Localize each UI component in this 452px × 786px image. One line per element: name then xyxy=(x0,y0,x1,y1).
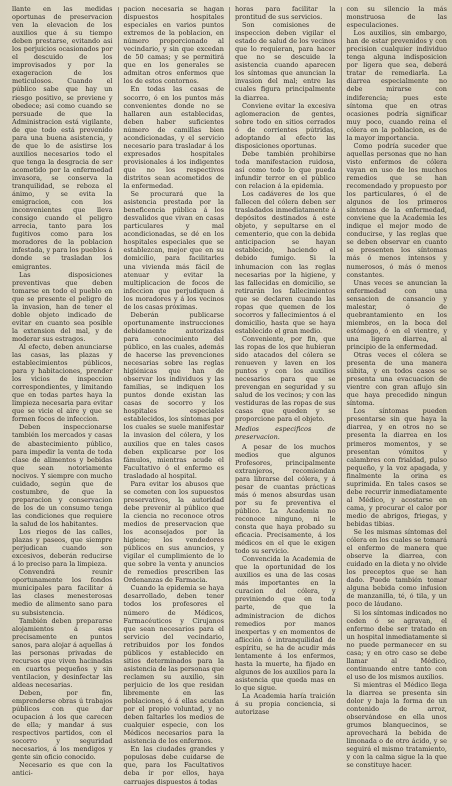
paragraph: Los riegos de las calles, plazas y paseos, que siempre perjudican cuando son excesivos, deberán reducirse á lo preciso para la limpieza. xyxy=(12,528,113,569)
paragraph: Si los síntomas indicados no ceden ó se agravan, el enfermo debe ser tratado en un hospital inmediatamente si no puede permanecer en su casa; y en otro caso se debe llamar al Médico, continuando entre tanto con el uso de los mismos auxilios. xyxy=(346,608,447,681)
paragraph: Deben inspeccionarse también los mercados y casas de abastecimiento público, para impedir la venta de toda clase de alimentos y bebidas que sean notoriamente nocivos. Y siempre con mucho cuidado, según que de costumbre, de que la preparacion y conservacion de los de un consumo tenga las condiciones que requiere la salud de los habitantes. xyxy=(12,423,113,528)
paragraph: Debe también prohibirse toda manifestacion ruidosa, así como todo lo que pueda infundir terror en el público con relacion á la epidemia. xyxy=(235,149,336,191)
paragraph: pacion necesaria se hagan dispuestos hospitales especiales en varios puntos extremos de la poblacion, en número proporcionado al vecindario, y sin que excedan de 50 camas; y se permitirá que en los generales se admitan otros enfermos que los de estos contornos. xyxy=(123,5,224,86)
column-divider xyxy=(118,7,119,640)
paragraph: Los cadáveres de los que fallecen del cólera deben ser trasladados inmediatamente á depósitos destinados á este objeto, y sepultarse en el cementerio, que con la debida anticipacion se hayan establecido, haciendo el debido fumigo. Si la inhumacion con las reglas necesarias por la higiene, y las fallecidas en domicilio, se retirarán los fallecimientos que se declaren cuando las ropas que quemen de los socorros y fallecimientos á el domicilio, hasta que se haya establecido el gran medio. xyxy=(235,190,336,335)
paragraph: Para evitar los abusos que se cometen con los supuestos preservativos, la autoridad debe prevenir al público que la ciencia no reconoce otros medios de preservacion que los aconsejados por la higiene; los vendedores públicos en sus anuncios, y vigilar el cumplimiento de lo que sobre la venta y anuncios de remedios prescriben las Ordenanzas de Farmacia. xyxy=(123,479,224,585)
section-heading: Medios especificos de preservacion. xyxy=(235,425,336,442)
paragraph: Convendrá reunir oportunamente los fondos municipales para facilitar á las clases menesterosas medio de alimento sano para su subsistencia. xyxy=(12,568,113,617)
paragraph: También deben prepararse alojamientos á esas precisamente en puntos sanos, para alojar á aquellas á las personas privadas de recursos que viven hacinadas en cuartos pequeños y sin ventilacion, y desinfectar las aldeas necesarias. xyxy=(12,616,113,689)
paragraph: Al efecto, deben anunciarse las casas, las plazas y establecimientos públicos, para y habitaciones, prender los vicios de inspeccion correspondientes, y limitando que en todas partes haya la limpieza necesaria para evitar que se vicie el aire y que se formen focos de infeccion. xyxy=(12,342,113,424)
paragraph: Conveniente, por fin, que las ropas de los que hubieran sido atacados del cólera se renueven y laven en los puntos y con los auxilios necesarios para que se prevengan en seguridad y su salud de los vecinos; y con las vestiduras de las ropas de sus casas que queden y se proporcione para el objeto. xyxy=(235,334,336,424)
text-column-1 xyxy=(12,5,113,778)
text-column-4 xyxy=(346,5,448,770)
paragraph: Como podría suceder que aquellas personas que no han visto enfermos de cólera vayan en uso de los muchos remedios que se han recomendado y propuesto por los particulares, ó el de algunos de los primeros síntomas de la enfermedad, conviene que la Academia les indique el mejor modo de conducirse, y las reglas que se deben observar en cuanto se presenten los síntomas más ó menos intensos y numerosos, ó más ó menos constantes. xyxy=(346,141,447,279)
paragraph: llante en las medidas oportunas de preservacion ven la elevacion de los auxilios que á su tiempo deben prestarse, evitando asi los perjuicios ocasionados por el descuido de los improvisados y por la exageracion de los meticulosos. Cuando el público sabe que hay un riesgo positivo, se previene y obedece; asi como cuando se persuade de que la Administracion está vigilante, de que todo está prevenido para una buena asistencia, y de que lo de asistirse los auxilios necesarios todo el que tenga la desgracia de ser acometido por la enfermedad invasora, se conserva la tranquilidad, se reboza el ánimo, y se evita la emigracion, con los inconvenientes que lleva consigo cuando el peligro arrecia, tanto para los fugitivos como para los moradores de la poblacion infestada, y para los pueblos á donde se trasladan los emigrantes. xyxy=(12,5,113,271)
text-column-2 xyxy=(123,5,225,786)
paragraph: A pesar de los muchos medios que algunos Profesores, principalmente extranjeros, recomiendan para librarse del cólera, y á pesar de cuantas prácticas más ó menos absurdas usan por su fe preventiva el público. La Academia no reconoce ninguno, ni le consta que haya probado su eficacia. Precisamente, á los médicos en el que le exigen todo su servicio. xyxy=(235,442,336,556)
paragraph: Los auxilios, sin embargo, han de estar prevenidos y con precision cualquier individuo tenga alguna indisposicion por ligera que sea, deberá tratar de remediarla. La diarrea especialmente no debe mirarse con indiferencia; pues este síntoma que en otras ocasiones podría significar muy poco, cuando reina el cólera en la poblacion, es de la mayor importancia. xyxy=(346,29,447,142)
text-column-3 xyxy=(235,5,336,717)
paragraph: Deben, por fin, emprenderse obras ú trabajos públicos con que dar ocupacion á los que carecen de ella; y mandar á sus respectivos partidos, con el socorro y seguridad necesarios, á los mendigos y gente sin oficio conocido. xyxy=(12,688,113,762)
paragraph: La Academia haría traición á su propia conciencia, si autorizase xyxy=(235,691,336,717)
paragraph: Necesario es que con la antici- xyxy=(12,761,113,778)
paragraph: Otras veces el cólera se presenta de una manera súbita, y en todos casos se presenta una evacuacion de vientre con gran aflujo sin que haya precedido ningun síntoma. xyxy=(346,351,447,408)
paragraph: Conviene evitar la excesiva aglomeracion de gentes, sobre todo en sitios cerrados ó de corrientes pútridas, adoptando al efecto las disposiciones oportunas. xyxy=(235,101,336,150)
paragraph: Son comisiones de inspeccion deben vigilar el estado de salud de los vecinos que lo requieran, para hacer que no se descuide la asistencia cuando aparecen los síntomas que anuncian la invasion del mal; entre las cuales figura principalmente la diarrea. xyxy=(235,21,336,102)
paragraph: con su silencio la más monstruosa de las especulaciones. xyxy=(346,5,447,30)
paragraph: Unas veces se anuncian la enfermedad con una sensacion de cansancio y malestar, ó de quebrantamiento en los miembros, en la boca del estómago, ó en el vientre, y una ligera diarrea, al principio de la enfermedad. xyxy=(346,278,447,351)
paragraph: Si mientras el Médico llega la diarrea se presenta sin dolor y baja la forma de un contenido de arroz, observándose en ella unos grumos blanquecinos, se aprovechará la bebida de limonada o de otro ácido, y se seguirá el mismo tratamiento, y con la calma sigue la la que se constituye hacer. xyxy=(346,680,447,770)
paragraph: Los síntomas pueden presentarse sin que haya la diarrea, y en otros no se presenta la diarrea en los primeros momentos, y se presentan vómitos y calambres con frialdad, pulso pequeño, y la voz apagada, y finalmente la orina es suprimida. En tales casos se debe recurrir inmediatamente al Médico, y acostarse en cama, y procurar el calor por medio de abrigos, friegas, y bebidas tibias. xyxy=(346,407,447,528)
paragraph: Convencida la Academia de que la oportunidad de los auxilios es una de las cosas más importantes en la curacion del cólera, y previniendo que en toda parte, de que la administracion de dichos remedios por manos inexpertas y en momentos de aflicción ó intranquilidad de espíritu, se ha de acudir más lentamente á los enfermos, hasta la muerte, ha fijado en algunos de los auxilios para la asistencia que queda mas en lo que sigue. xyxy=(235,555,336,692)
column-divider xyxy=(229,7,230,640)
column-divider xyxy=(341,7,342,640)
paragraph: Se les mismas síntomas del cólera en los cuales se tomará el enfermo de manera que observe la diarrea, con cuidado en la dieta y no olvide los preceptos que se han dado. Puede también tomar alguna bebida como infusion de manzanilla, té, ó tila, y un poco de láudano. xyxy=(346,528,447,609)
paragraph: En todas las casas de socorro, ó en los puntos más convenientes donde no se hallaren aun establecidas, deben haber suficientes número de camillas bien acondicionadas, y el servicio necesario para trasladar á los expresados hospitales provisionales á los indigentes que no los respectivos distritos sean acometidos de la enfermedad. xyxy=(123,85,224,191)
paragraph: En las ciudades grandes y populosas debe cuidarse de que, para los Facultativos deba ir por ellos, haya carruajes dispuestos á todas xyxy=(123,745,224,786)
paragraph: Deberán publicarse oportunamente instrucciones debidamente autorizadas para conocimiento del público, en las cuales, además de hacerse las prevenciones necesarias sobre las reglas higiénicas que han de observar los individuos y las familias, se indiquen los puntos donde existan las casas de socorro y los hospitales especiales establecidos, los síntomas por los cuales se suele manifestar la invasion del cólera, y los auxilios que en tales casos deben explicarse por los fámulos, mientras acude el Facultativo ó el enfermo es trasladado al hospital. xyxy=(123,310,224,480)
paragraph: Se procurará que la asistencia prestada por la beneficencia pública á los desvalidos que vivan en casas particulares y mal acondicionadas, se dé en los hospitales especiales que se establezcan, mejor que en su domicilio, para facilitarles una vivienda más fácil de atenuar y evitar la multiplicacion de focos de infeccion que perjudiquen á los moradores y á los vecinos de los casas próximas. xyxy=(123,190,224,311)
paragraph: Las disposiciones preventivas que deben tomarse en todo el pueblo en que se presente el peligro de la invasion, han de tener el doble objeto indicado de evitar en cuanto sea posible la extension del mal, y de moderar sus estragos. xyxy=(12,270,113,343)
paragraph: horas para facilitar la prontitud de sus servicios. xyxy=(235,5,336,22)
paragraph: Cuando la epidemia se haya desarrollado, deben tener todos los profesores el número de Médicos, Farmacéuticos y Cirujanos que sean necesarios para el servicio del vecindario, retribuidos por los fondos públicos y establecido en sitios determinados para la asistencia de las personas que reclamen su auxilio, sin perjuicio de los que residan libremente en las poblaciones, ó á ellas acudan por el propio voluntad, y no deben faltarles los medios de cualquier especie, con los Médicos necesarios para la asistencia de los enfermos. xyxy=(123,584,224,746)
